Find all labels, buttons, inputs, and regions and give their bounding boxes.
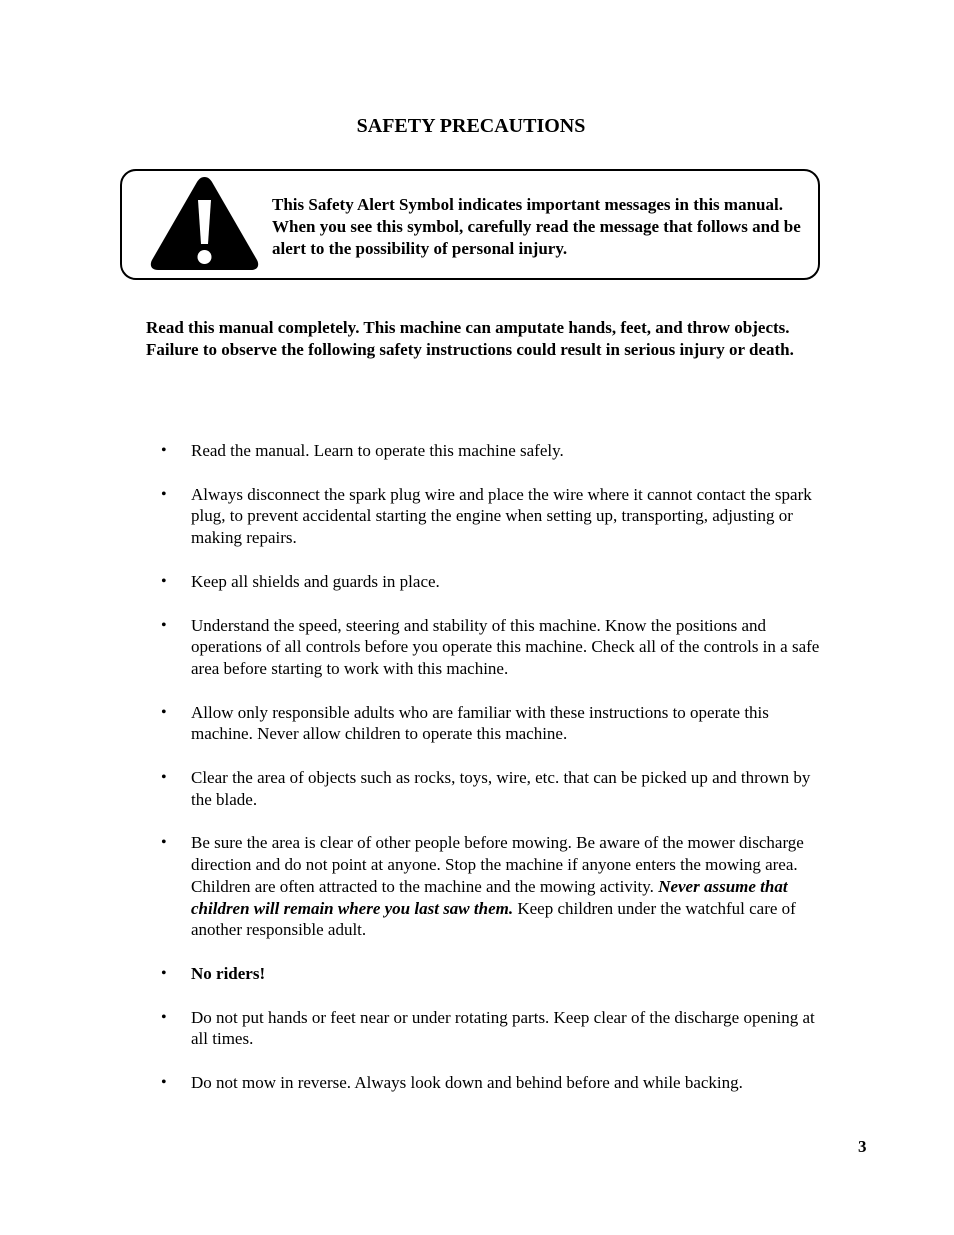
list-item: [161, 832, 821, 941]
page-title: SAFETY PRECAUTIONS: [356, 115, 586, 137]
warning-triangle-icon: [149, 174, 260, 272]
list-item: [161, 571, 821, 593]
list-item: [161, 484, 821, 549]
list-item: [161, 767, 821, 810]
list-item-text: Allow only responsible adults who are familiar with these instructions to operate this machine. Never allow children to operate this machine.: [191, 702, 769, 744]
list-item-text: Always disconnect the spark plug wire and place the wire where it cannot contact the spark plug, to prevent accidental starting the engine when setting up, transporting, adjusting or making repairs.: [191, 484, 812, 548]
emphasis-warning: Never assume that children will remain where you last saw them.: [191, 876, 788, 918]
safety-instructions-list: [161, 440, 821, 1116]
list-item: [161, 702, 821, 745]
list-item-text-before: Be sure the area is clear of other people before mowing. Be aware of the mower discharge direction and do not point at anyone. Stop the machine if anyone enters the mowing area. Children are often attracted to the machine and the mowing activity.: [191, 833, 804, 896]
page-number: 3: [858, 1137, 867, 1156]
bullet-icon: •: [161, 964, 167, 982]
list-item-text-after: Keep children under the watchful care of another responsible adult.: [191, 898, 796, 940]
intro-warning: Read this manual completely. This machine can amputate hands, feet, and throw objects. Failure to observe the following safety instructions could result in serious injury or death.: [146, 318, 794, 359]
bullet-icon: •: [161, 703, 167, 721]
safety-alert-box: [120, 169, 820, 280]
list-item: [161, 1072, 821, 1094]
bullet-icon: •: [161, 769, 167, 787]
list-item: [161, 440, 821, 462]
list-item-text: [191, 833, 804, 939]
bullet-icon: •: [161, 834, 167, 852]
bullet-icon: •: [161, 1074, 167, 1092]
bullet-icon: •: [161, 442, 167, 459]
list-item-text: Clear the area of objects such as rocks, toys, wire, etc. that can be picked up and thrown by the blade.: [191, 768, 811, 809]
bullet-icon: •: [161, 572, 167, 590]
list-item-text: Do not put hands or feet near or under rotating parts. Keep clear of the discharge opening at all times.: [191, 1007, 815, 1049]
list-item-text: No riders!: [191, 963, 266, 983]
alert-message: This Safety Alert Symbol indicates important messages in this manual. When you see this symbol, carefully read the message that follows and be alert to the possibility of personal injury.: [272, 195, 801, 258]
list-item: [161, 963, 821, 985]
bullet-icon: •: [161, 1008, 167, 1026]
bullet-icon: •: [161, 616, 167, 634]
list-item-text: Keep all shields and guards in place.: [191, 571, 440, 591]
list-item-text: Understand the speed, steering and stability of this machine. Know the positions and operations of all controls before you operate this machine. Check all of the controls in a safe area before starting to work with this machine.: [191, 615, 820, 678]
list-item: [161, 615, 821, 680]
list-item: [161, 1007, 821, 1050]
bullet-icon: •: [161, 485, 167, 503]
list-item-text: Do not mow in reverse. Always look down and behind before and while backing.: [191, 1073, 743, 1093]
list-item-text: Read the manual. Learn to operate this machine safely.: [191, 441, 564, 460]
